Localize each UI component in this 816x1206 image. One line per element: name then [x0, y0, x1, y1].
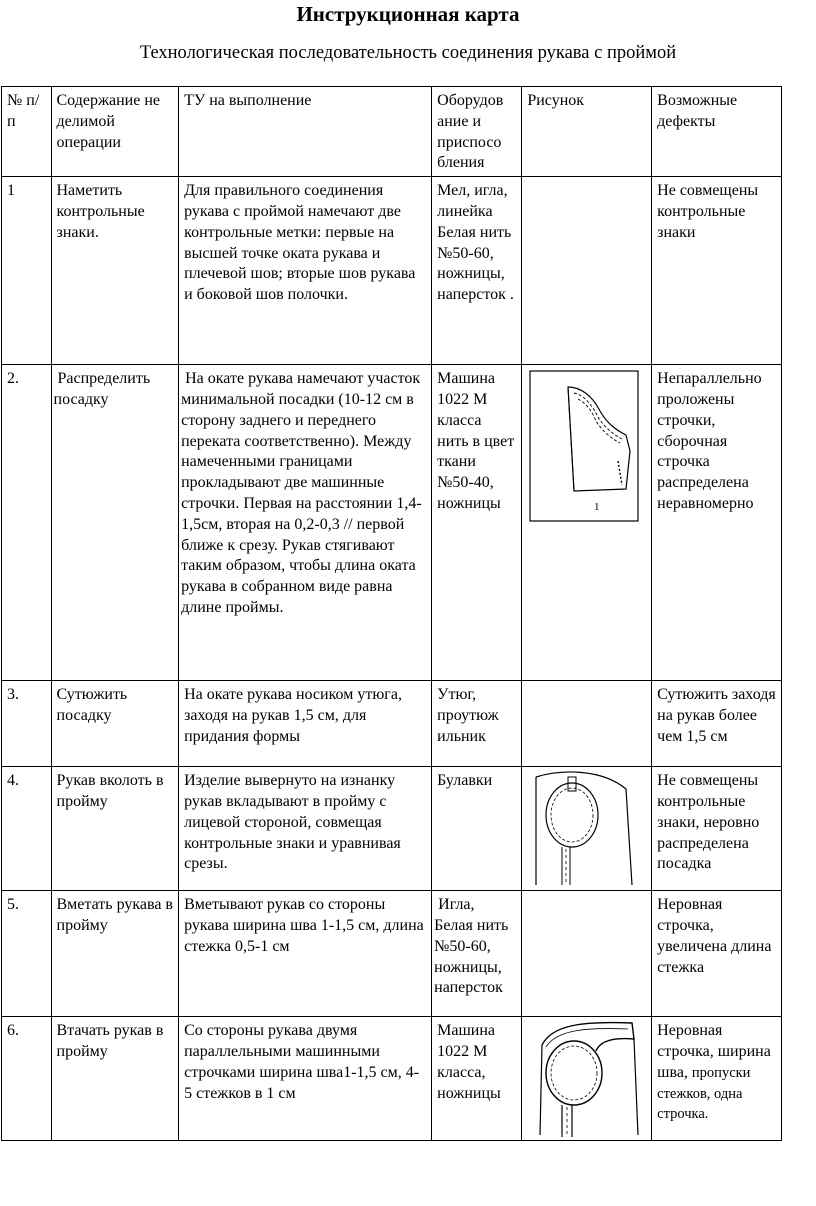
row-num: 5.: [2, 891, 52, 1017]
row-defects: [652, 1017, 782, 1141]
table-row: [2, 767, 782, 891]
row-num: 3.: [2, 681, 52, 767]
row-picture: [522, 1017, 652, 1141]
row-defects: Неровная строчка, увеличена длина стежка: [652, 891, 782, 1017]
table-row: [2, 1017, 782, 1141]
table-row: [2, 365, 782, 681]
row-picture: [522, 681, 652, 767]
table-row: [2, 681, 782, 767]
row-defects: Не совмещены контрольные знаки, неровно распределена посадка: [652, 767, 782, 891]
row-picture: [522, 177, 652, 365]
row-defects: Сутюжить заходя на рукав более чем 1,5 см: [652, 681, 782, 767]
row-operation: Втачать рукав в пройму: [51, 1017, 179, 1141]
row-operation: Вметать рукава в пройму: [51, 891, 179, 1017]
document-title: Инструкционная карта: [296, 2, 520, 26]
row-picture: [522, 891, 652, 1017]
instruction-table: [1, 86, 782, 1141]
row-equipment: Булавки: [432, 767, 522, 891]
row-operation: Наметить контрольные знаки.: [51, 177, 179, 365]
row-picture: [522, 365, 652, 681]
row-tu: Изделие вывернуто на изнанку рукав вкладывают в пройму с лицевой стороной, совмещая контрольные знаки и уравнивая срезы.: [179, 767, 432, 891]
header-picture: Рисунок: [522, 87, 652, 177]
row-defects: Непараллельно проложены строчки, сборочная строчка распределена неравномерно: [652, 365, 782, 681]
row-tu: На окате рукава намечают участок минимальной посадки (10-12 см в сторону заднего и переднего переката соответственно). Между намеченными границами прокладывают две машинные строчки. Первая на расстоянии 1,4-1,5см, вторая на 0,2-0,3 // первой ближе к срезу. Рукав стягивают таким образом, чтобы длина оката рукава в собранном виде равна длине проймы.: [179, 365, 432, 681]
row-num: 2.: [2, 365, 52, 681]
row-equipment: Машина 1022 М класса нить в цвет ткани №50-40, ножницы: [432, 365, 522, 681]
row-tu: Вметывают рукав со стороны рукава ширина шва 1-1,5 см, длина стежка 0,5-1 см: [179, 891, 432, 1017]
document-subtitle: Технологическая последовательность соединения рукава с проймой: [139, 43, 677, 63]
row-tu: Со стороны рукава двумя параллельными машинными строчками ширина шва1-1,5 см, 4-5 стежков в 1 см: [179, 1017, 432, 1141]
row-num: 4.: [2, 767, 52, 891]
drawing-label: 1: [594, 501, 600, 514]
sleeve-pinning-drawing: [522, 767, 640, 889]
header-content: Содержание не делимой операции: [51, 87, 179, 177]
row-defects: Не совмещены контрольные знаки: [652, 177, 782, 365]
header-tu: ТУ на выполнение: [179, 87, 432, 177]
row-tu: Для правильного соединения рукава с проймой намечают две контрольные метки: первые на высшей точке оката рукава и плечевой шов; вторые шов рукава и боковой шов полочки.: [179, 177, 432, 365]
row-tu: На окате рукава носиком утюга, заходя на рукав 1,5 см, для придания формы: [179, 681, 432, 767]
row-picture: [522, 767, 652, 891]
row-operation: Распределить посадку: [51, 365, 179, 681]
row-equipment: Машина 1022 М класса, ножницы: [432, 1017, 522, 1141]
row-operation: Рукав вколоть в пройму: [51, 767, 179, 891]
row-defects-main: Неровная строчка, ширина шва,: [657, 1022, 771, 1081]
table-header-row: [2, 87, 782, 177]
header-num: № п/п: [2, 87, 52, 177]
table-row: [2, 177, 782, 365]
row-operation: Сутюжить посадку: [51, 681, 179, 767]
row-equipment: Игла, Белая нить №50-60, ножницы, наперсток: [432, 891, 522, 1017]
row-num: 6.: [2, 1017, 52, 1141]
sleeve-gathering-drawing: [522, 365, 640, 535]
row-defects-small: пропуски стежков, одна строчка.: [657, 1064, 751, 1123]
header-defects: Возможные дефекты: [652, 87, 782, 177]
header-equipment: Оборудов ание и приспосо бления: [432, 87, 522, 177]
row-equipment: Утюг, проутюж ильник: [432, 681, 522, 767]
sleeve-stitching-drawing: [522, 1017, 640, 1139]
row-equipment: Мел, игла, линейка Белая нить №50-60, ножницы, наперсток .: [432, 177, 522, 365]
row-num: 1: [2, 177, 52, 365]
table-row: [2, 891, 782, 1017]
